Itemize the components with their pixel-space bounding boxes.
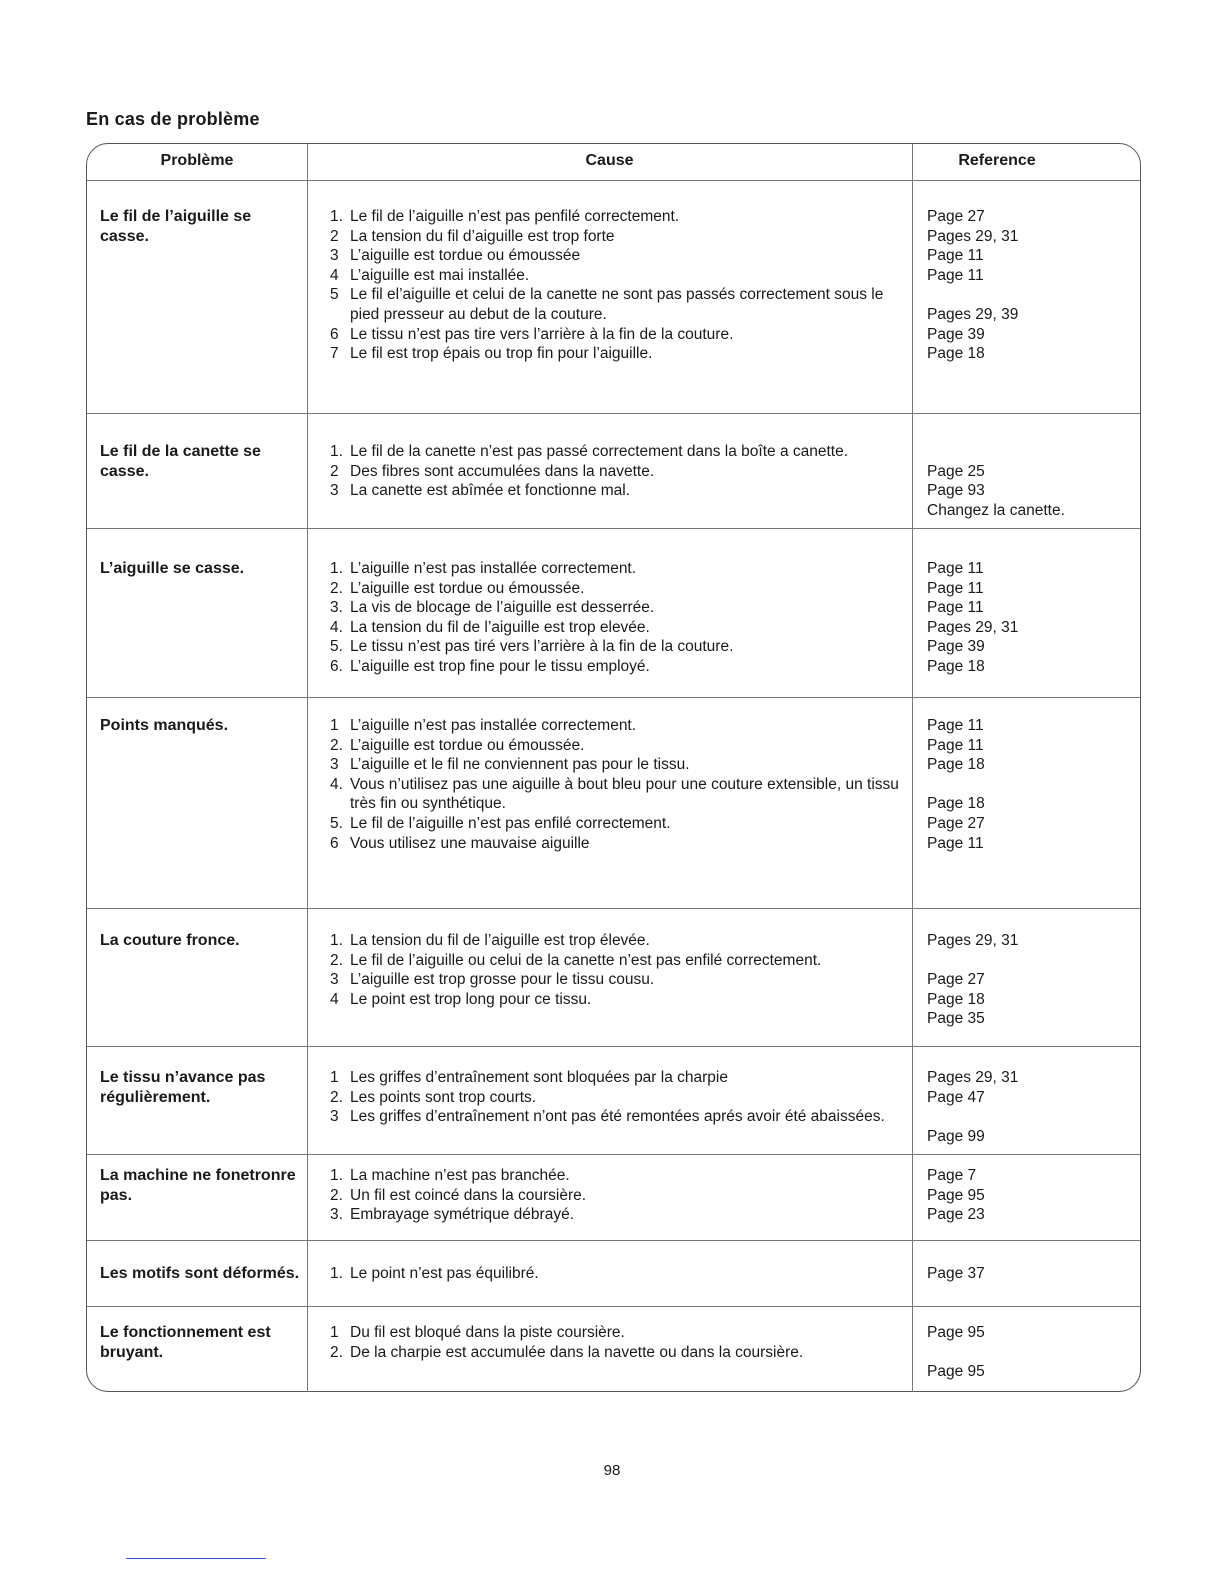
cause-text: Le fil de l’aiguille n’est pas penfilé correctement. — [350, 208, 680, 225]
cause-text: Le tissu n’est pas tiré vers l’arrière à la fin de la couture. — [350, 638, 734, 656]
reference-list — [927, 207, 1127, 364]
cause-text: La vis de blocage de l’aiguille est desserrée. — [350, 599, 655, 617]
cause-number: 2. — [330, 736, 343, 754]
cause-item — [330, 1088, 900, 1108]
cause-item — [330, 736, 900, 756]
reference-item: Page 11 — [927, 266, 984, 284]
cause-text: La machine n’est pas branchée. — [350, 1167, 570, 1184]
reference-list — [927, 716, 1127, 853]
cause-item — [330, 1343, 900, 1363]
cause-item — [330, 285, 900, 324]
reference-item — [927, 775, 1127, 795]
cause-number: 5. — [330, 814, 343, 832]
cause-item — [330, 207, 900, 227]
cause-number: 2. — [330, 1186, 343, 1204]
cause-number: 2 — [330, 462, 339, 480]
cause-item — [330, 951, 900, 971]
cause-text: Embrayage symétrique débrayé. — [350, 1206, 575, 1224]
cause-number: 3 — [330, 971, 339, 989]
reference-list — [927, 442, 1127, 520]
reference-item: Page 11 — [927, 247, 984, 265]
cause-item — [330, 1166, 900, 1186]
cause-text: La tension du fil d’aiguille est trop forte — [350, 227, 615, 245]
cause-text: Le fil de l’aiguille ou celui de la canette n’est pas enfilé correctement. — [350, 951, 822, 969]
reference-item: Pages 29, 39 — [927, 305, 1019, 323]
cause-text: Le point est trop long pour ce tissu. — [350, 990, 592, 1008]
reference-item: Page 18 — [927, 345, 985, 363]
cause-item — [330, 931, 900, 951]
cause-number: 1. — [330, 932, 343, 949]
cause-item — [330, 657, 900, 677]
reference-list — [927, 1264, 1127, 1284]
reference-item: Page 18 — [927, 795, 985, 813]
reference-list — [927, 1068, 1127, 1146]
cause-number: 2. — [330, 951, 343, 969]
cause-text: L’aiguille n’est pas installée correctement. — [350, 560, 637, 577]
cause-text: Le tissu n’est pas tire vers l’arrière à la fin de la couture. — [350, 325, 734, 343]
problem-label: Le fil de la canette se casse. — [100, 443, 261, 480]
reference-item: Page 95 — [927, 1324, 985, 1341]
cause-item — [330, 814, 900, 834]
cause-list — [330, 1166, 900, 1225]
cause-item — [330, 462, 900, 482]
cause-item — [330, 755, 900, 775]
cause-number: 3 — [330, 247, 339, 265]
cause-number: 5. — [330, 638, 343, 656]
cause-item — [330, 598, 900, 618]
cause-number: 5 — [330, 286, 339, 304]
cause-item — [330, 1205, 900, 1225]
reference-item — [927, 285, 1127, 305]
cause-text: Les griffes d’entraînement n’ont pas été remontées aprés avoir été abaissées. — [350, 1108, 885, 1126]
reference-item: Page 95 — [927, 1363, 985, 1381]
cause-number: 6 — [330, 834, 339, 852]
reference-item: Page 37 — [927, 1265, 985, 1282]
reference-item: Page 27 — [927, 814, 985, 832]
cause-item — [330, 618, 900, 638]
cause-text: Du fil est bloqué dans la piste coursière. — [350, 1324, 625, 1341]
row-divider — [87, 1240, 1140, 1241]
row-divider — [87, 1046, 1140, 1047]
reference-item: Page 93 — [927, 482, 985, 500]
reference-item: Page 27 — [927, 971, 985, 989]
cause-number: 1 — [330, 717, 339, 734]
cause-item — [330, 775, 900, 814]
cause-text: L’aiguille est trop fine pour le tissu employé. — [350, 657, 650, 675]
cause-number: 1. — [330, 1265, 343, 1282]
row-divider — [87, 528, 1140, 529]
cause-number: 4 — [330, 266, 339, 284]
reference-item: Page 11 — [927, 579, 984, 597]
cause-number: 4. — [330, 618, 343, 636]
cause-item — [330, 481, 900, 501]
cause-number: 1 — [330, 1069, 339, 1086]
cause-text: L’aiguille est tordue ou émoussée. — [350, 579, 585, 597]
cause-number: 1 — [330, 1324, 339, 1341]
cause-list — [330, 716, 900, 853]
cause-number: 6 — [330, 325, 339, 343]
cause-item — [330, 266, 900, 286]
cause-item — [330, 442, 900, 462]
problem-label: L’aiguille se casse. — [100, 560, 245, 577]
cause-list — [330, 1323, 900, 1362]
problem-label: Le fil de l’aiguille se casse. — [100, 208, 252, 245]
cause-text: Le fil de la canette n’est pas passé correctement dans la boîte a canette. — [350, 443, 849, 460]
cause-item — [330, 970, 900, 990]
cause-text: Le point n’est pas équilibré. — [350, 1265, 539, 1282]
cause-text: L’aiguille et le fil ne conviennent pas pour le tissu. — [350, 756, 690, 774]
reference-item: Page 47 — [927, 1088, 985, 1106]
reference-item: Page 23 — [927, 1206, 985, 1224]
cause-item — [330, 834, 900, 854]
cause-item — [330, 1323, 900, 1343]
reference-item: Page 18 — [927, 990, 985, 1008]
header-cause: Cause — [585, 152, 634, 169]
reference-item: Page 25 — [927, 462, 985, 480]
reference-item — [927, 951, 1127, 971]
cause-number: 6. — [330, 657, 343, 675]
cause-item — [330, 1107, 900, 1127]
cause-text: L’aiguille est tordue ou émoussée — [350, 247, 581, 265]
reference-item: Page 39 — [927, 638, 985, 656]
cause-text: L’aiguille est mai installée. — [350, 266, 530, 284]
row-divider — [87, 1154, 1140, 1155]
cause-item — [330, 1186, 900, 1206]
reference-item: Pages 29, 31 — [927, 932, 1019, 949]
cause-text: Le fil de l’aiguille n’est pas enfilé correctement. — [350, 814, 671, 832]
header-problem: Problème — [160, 152, 234, 169]
cause-item — [330, 990, 900, 1010]
reference-item: Page 11 — [927, 560, 984, 577]
reference-item: Page 18 — [927, 657, 985, 675]
header-reference: Reference — [958, 152, 1036, 169]
reference-item: Page 27 — [927, 208, 985, 225]
reference-item — [927, 1107, 1127, 1127]
cause-text: Vous utilisez une mauvaise aiguille — [350, 834, 590, 852]
reference-item: Page 7 — [927, 1167, 977, 1184]
cause-list — [330, 1264, 900, 1284]
cause-number: 1. — [330, 560, 343, 577]
reference-list — [927, 559, 1127, 677]
reference-item: Page 18 — [927, 756, 985, 774]
row-divider — [87, 413, 1140, 414]
cause-text: Les points sont trop courts. — [350, 1088, 537, 1106]
problem-label: Le fonctionnement est bruyant. — [100, 1324, 271, 1361]
reference-list — [927, 931, 1127, 1029]
cause-item — [330, 325, 900, 345]
cause-item — [330, 227, 900, 247]
cause-list — [330, 559, 900, 677]
cause-number: 3 — [330, 1108, 339, 1126]
reference-item: Page 99 — [927, 1127, 985, 1145]
cause-item — [330, 1264, 900, 1284]
cause-number: 7 — [330, 345, 339, 363]
cause-number: 2. — [330, 1343, 343, 1361]
cause-number: 3 — [330, 482, 339, 500]
cause-text: L’aiguille est tordue ou émoussée. — [350, 736, 585, 754]
cause-list — [330, 931, 900, 1009]
cause-number: 2. — [330, 1088, 343, 1106]
cause-text: Les griffes d’entraînement sont bloquées par la charpie — [350, 1069, 728, 1086]
cause-number: 3. — [330, 1206, 343, 1224]
cause-item — [330, 344, 900, 364]
cause-text: De la charpie est accumulée dans la navette ou dans la coursière. — [350, 1343, 804, 1361]
row-divider — [87, 908, 1140, 909]
reference-item — [927, 1343, 1127, 1363]
cause-number: 2 — [330, 227, 339, 245]
cause-number: 4. — [330, 775, 343, 793]
cause-item — [330, 579, 900, 599]
reference-item: Pages 29, 31 — [927, 227, 1019, 245]
row-divider — [87, 1306, 1140, 1307]
reference-list — [927, 1166, 1127, 1225]
reference-item — [927, 442, 1127, 462]
cause-list — [330, 1068, 900, 1127]
cause-list — [330, 442, 900, 501]
cause-text: Un fil est coincé dans la coursière. — [350, 1186, 587, 1204]
cause-number: 3. — [330, 599, 343, 617]
reference-item: Page 11 — [927, 717, 984, 734]
cause-text: L’aiguille n’est pas installée correctement. — [350, 717, 637, 734]
cause-item — [330, 637, 900, 657]
reference-item: Page 39 — [927, 325, 985, 343]
reference-list — [927, 1323, 1127, 1382]
cause-number: 3 — [330, 756, 339, 774]
reference-item: Page 11 — [927, 599, 984, 617]
cause-number: 2. — [330, 579, 343, 597]
problem-label: La machine ne fonetronre pas. — [100, 1167, 296, 1204]
column-divider — [912, 144, 913, 1392]
cause-number: 1. — [330, 1167, 343, 1184]
cause-item — [330, 1068, 900, 1088]
reference-item: Pages 29, 31 — [927, 618, 1019, 636]
footer-rule — [126, 1558, 266, 1559]
cause-number: 4 — [330, 990, 339, 1008]
page-number: 98 — [603, 1462, 621, 1479]
cause-text: Le fil est trop épais ou trop fin pour l’aiguille. — [350, 345, 653, 363]
page-title: En cas de problème — [86, 109, 260, 129]
cause-text: La tension du fil de l’aiguille est trop élevée. — [350, 932, 650, 949]
header-divider — [87, 180, 1140, 181]
cause-item — [330, 246, 900, 266]
cause-text: L’aiguille est trop grosse pour le tissu cousu. — [350, 971, 655, 989]
cause-text: Vous n’utilisez pas une aiguille à bout bleu pour une couture extensible, un tissu très fin ou synthétique. — [350, 775, 899, 813]
cause-number: 1. — [330, 443, 343, 460]
reference-item: Page 35 — [927, 1010, 985, 1028]
cause-text: La canette est abîmée et fonctionne mal. — [350, 482, 631, 500]
reference-item: Page 95 — [927, 1186, 985, 1204]
cause-list — [330, 207, 900, 364]
problem-label: Points manqués. — [100, 717, 229, 734]
reference-item: Page 11 — [927, 736, 984, 754]
row-divider — [87, 697, 1140, 698]
cause-text: Le fil el’aiguille et celui de la canette ne sont pas passés correctement sous le pied presseur au debut de la couture. — [350, 286, 884, 323]
reference-item: Pages 29, 31 — [927, 1069, 1019, 1086]
reference-item: Page 11 — [927, 834, 984, 852]
column-divider — [307, 144, 308, 1392]
cause-item — [330, 559, 900, 579]
cause-text: La tension du fil de l’aiguille est trop elevée. — [350, 618, 650, 636]
cause-item — [330, 716, 900, 736]
problem-label: La couture fronce. — [100, 932, 240, 949]
reference-item: Changez la canette. — [927, 501, 1065, 519]
problem-label: Le tissu n’avance pas régulièrement. — [100, 1069, 266, 1106]
cause-text: Des fibres sont accumulées dans la navette. — [350, 462, 655, 480]
problem-label: Les motifs sont déformés. — [100, 1265, 300, 1282]
cause-number: 1. — [330, 208, 343, 225]
